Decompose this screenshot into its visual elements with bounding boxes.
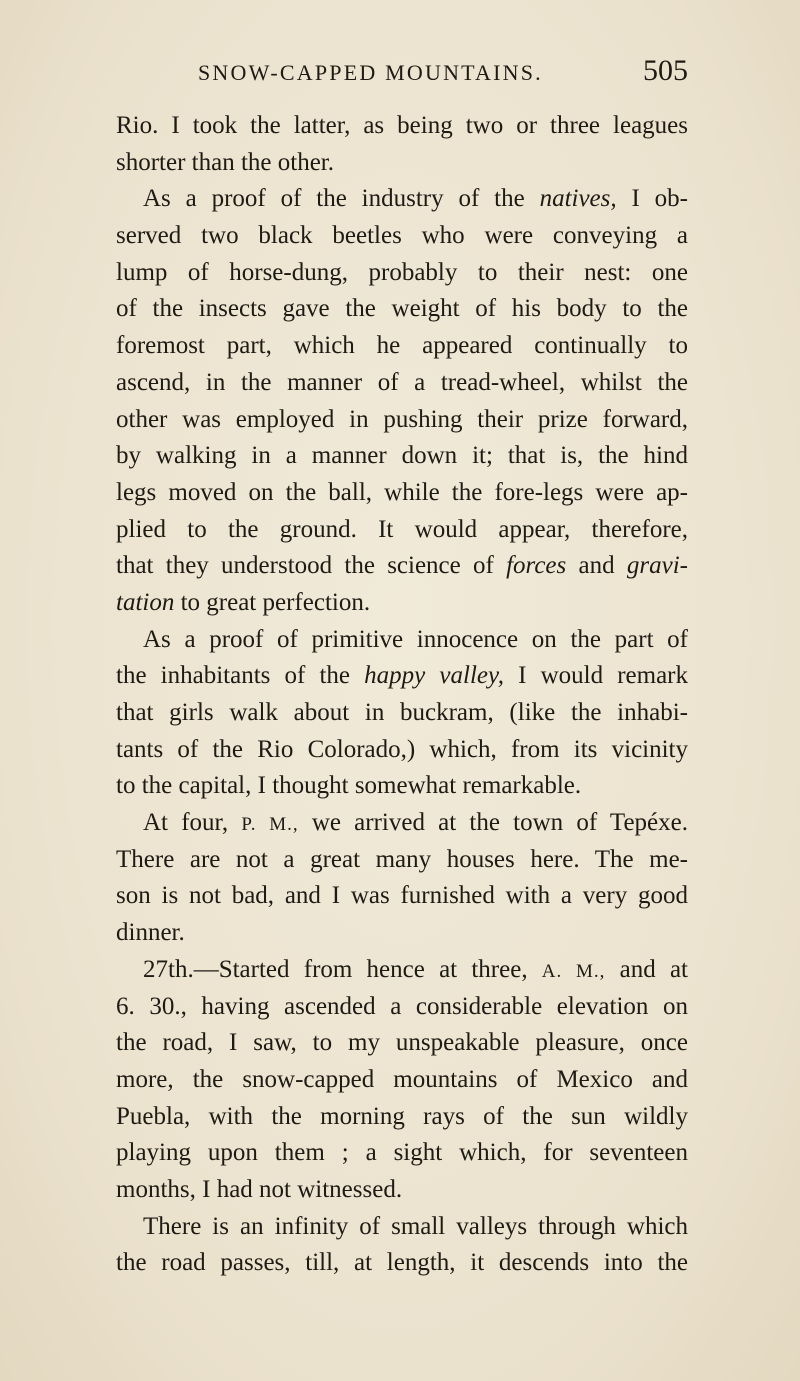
text-segment: dinner. [116, 919, 185, 947]
text-segment: ascend, in the manner of a tread-wheel, whilst the [116, 368, 688, 396]
italic-text: gravi- [626, 552, 688, 580]
text-line [116, 1172, 688, 1209]
text-line [116, 658, 688, 695]
text-line [116, 695, 688, 732]
text-segment: tants of the Rio Colorado,) which, from its vicinity [116, 735, 688, 763]
text-segment: legs moved on the ball, while the fore-legs were ap- [116, 478, 688, 506]
text-line [116, 402, 688, 439]
text-line [116, 291, 688, 328]
text-segment: lump of horse-dung, probably to their nest: one [116, 258, 688, 286]
text-line [116, 622, 688, 659]
running-head: SNOW-CAPPED MOUNTAINS. [198, 60, 543, 85]
text-segment: At four, [143, 809, 242, 837]
text-line [116, 181, 688, 218]
text-segment: other was employed in pushing their prize forward, [116, 405, 688, 433]
text-segment: son is not bad, and I was furnished with a very good [116, 882, 688, 910]
text-segment: by walking in a manner down it; that is, the hind [116, 442, 688, 470]
text-line [116, 1099, 688, 1136]
text-segment: the road passes, till, at length, it descends into the [116, 1249, 688, 1277]
text-segment: and at [605, 955, 688, 983]
page-number: 505 [643, 54, 688, 87]
text-segment: of the insects gave the weight of his body to the [116, 295, 688, 323]
text-line [116, 365, 688, 402]
text-segment: As a proof of the industry of the [143, 185, 540, 213]
text-line [116, 585, 688, 622]
text-segment: plied to the ground. It would appear, therefore, [116, 515, 688, 543]
text-segment: the inhabitants of the [116, 662, 365, 690]
text-line [116, 805, 688, 842]
text-segment: that girls walk about in buckram, (like the inhabi- [116, 699, 688, 726]
text-line [116, 108, 688, 145]
text-segment: the road, I saw, to my unspeakable pleasure, once [116, 1029, 688, 1057]
text-segment: and [566, 552, 627, 580]
text-line [116, 1062, 688, 1099]
text-segment: Puebla, with the morning rays of the sun wildly [116, 1102, 688, 1130]
page-header [116, 56, 688, 96]
text-line [116, 145, 688, 182]
small-caps-text: P. M., [241, 814, 299, 836]
text-line [116, 548, 688, 585]
text-segment: we arrived at the town of Tepéxe. [298, 809, 688, 837]
italic-text: tation [116, 588, 175, 616]
text-line [116, 915, 688, 952]
text-line [116, 1209, 688, 1246]
text-segment: more, the snow-capped mountains of Mexico and [116, 1065, 688, 1093]
text-line [116, 768, 688, 805]
text-line [116, 842, 688, 879]
text-segment: As a proof of primitive innocence on the part of [143, 625, 688, 653]
text-line [116, 732, 688, 769]
text-segment: that they understood the science of [116, 552, 507, 580]
body-text [116, 108, 688, 1282]
text-segment: served two black beetles who were conveying a [116, 222, 688, 250]
text-segment: to great perfection. [174, 588, 371, 616]
text-line [116, 1135, 688, 1172]
text-segment: 6. 30., having ascended a considerable elevation on [116, 992, 688, 1020]
text-line [116, 989, 688, 1026]
text-line [116, 1025, 688, 1062]
text-segment: There is an infinity of small valleys through which [143, 1212, 688, 1240]
text-segment: shorter than the other. [116, 148, 334, 176]
text-segment: I ob- [616, 185, 688, 213]
text-line [116, 218, 688, 255]
text-segment: I would remark [503, 662, 688, 690]
text-line [116, 878, 688, 915]
text-segment: There are not a great many houses here. The me- [116, 845, 688, 873]
small-caps-text: A. M., [541, 960, 606, 982]
text-segment: months, I had not witnessed. [116, 1175, 403, 1203]
italic-text: forces [506, 552, 567, 580]
text-line [116, 1245, 688, 1282]
text-segment: 27th.—Started from hence at three, [143, 955, 542, 983]
text-segment: Rio. I took the latter, as being two or three leagues [116, 112, 688, 139]
text-segment: to the capital, I thought somewhat remarkable. [116, 772, 582, 800]
text-line [116, 512, 688, 549]
text-line [116, 438, 688, 475]
italic-text: happy valley, [364, 662, 504, 690]
text-line [116, 952, 688, 989]
text-segment: foremost part, which he appeared continually to [116, 332, 688, 360]
text-line [116, 475, 688, 512]
italic-text: natives, [539, 185, 617, 213]
text-segment: playing upon them ; a sight which, for seventeen [116, 1139, 688, 1167]
text-line [116, 328, 688, 365]
text-line [116, 255, 688, 292]
